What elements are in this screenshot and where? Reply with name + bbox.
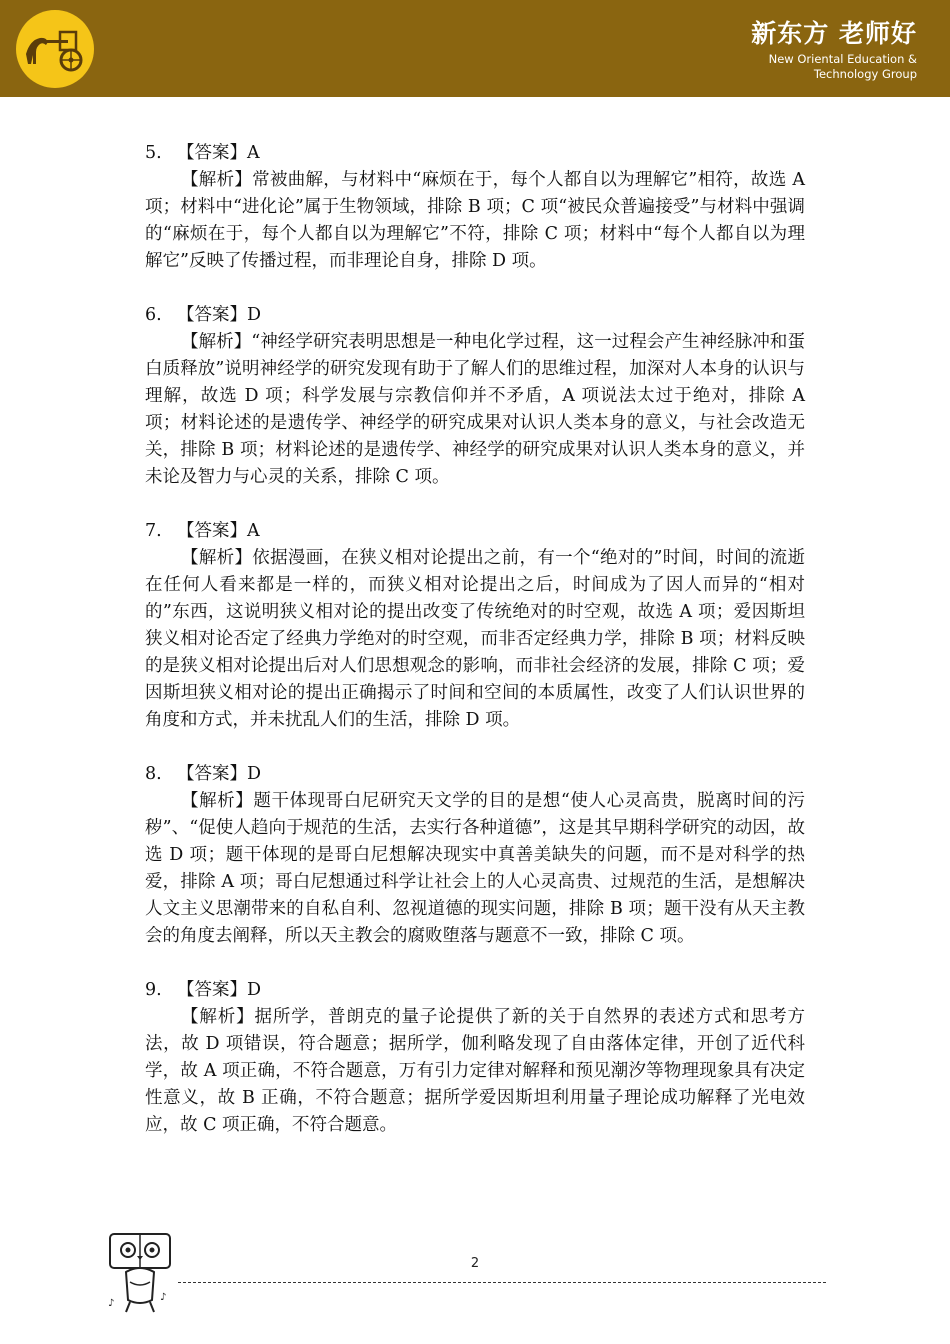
brand-name-english-line1: New Oriental Education & <box>768 52 917 66</box>
answer-value: A <box>247 143 260 163</box>
horse-carriage-icon <box>16 10 94 88</box>
answer-value: D <box>247 980 262 1000</box>
question-number: 8. <box>145 764 162 784</box>
answer-line <box>145 302 805 329</box>
question-8 <box>145 761 805 950</box>
footer-dashed-divider <box>178 1282 826 1283</box>
answer-label: 【答案】 <box>177 143 247 163</box>
answer-line <box>145 140 805 167</box>
answer-label: 【答案】 <box>177 521 247 541</box>
question-5 <box>145 140 805 275</box>
question-number: 9. <box>145 980 162 1000</box>
analysis-text: 【解析】题干体现哥白尼研究天文学的目的是想“使人心灵高贵，脱离时间的污秽”、“促使人趋向于规范的生活，去实行各种道德”，这是其早期科学研究的动因，故选 D 项；题干体现的是哥白尼想解决现实中真善美缺失的问题，而不是对科学的热爱，排除 A 项；哥白尼想通过科学让社会上的人心灵高贵、过规范的生活，是想解决人文主义思潮带来的自私自利、忽视道德的现实问题，排除 B 项；题干没有从天主教会的角度去阐释，所以天主教会的腐败堕落与题意不一致，排除 C 项。 <box>145 791 805 946</box>
answer-value: D <box>247 764 262 784</box>
owl-reading-mascot-icon <box>104 1232 176 1314</box>
answer-label: 【答案】 <box>177 764 247 784</box>
brand-name-english-line2: Technology Group <box>813 67 917 81</box>
question-9 <box>145 977 805 1139</box>
brand-name-chinese: 新东方 老师好 <box>751 19 917 48</box>
analysis-text: 【解析】据所学，普朗克的量子论提供了新的关于自然界的表述方式和思考方法，故 D 项错误，符合题意；据所学，伽利略发现了自由落体定律，开创了近代科学，故 A 项正确，不符合题意，万有引力定律对解释和预见潮汐等物理现象具有决定性意义，故 B 正确，不符合题意；据所学爱因斯坦利用量子理论成功解释了光电效应，故 C 项正确，不符合题意。 <box>145 1007 805 1135</box>
question-6 <box>145 302 805 491</box>
question-number: 5. <box>145 143 162 163</box>
answer-value: A <box>247 521 260 541</box>
answer-label: 【答案】 <box>177 980 247 1000</box>
answer-value: D <box>247 305 262 325</box>
analysis-text: 【解析】常被曲解，与材料中“麻烦在于，每个人都自以为理解它”相符，故选 A 项；材料中“进化论”属于生物领域，排除 B 项；C 项“被民众普遍接受”与材料中强调的“麻烦在于，每个人都自以为理解它”不符，排除 C 项；材料中“每个人都自以为理解它”反映了传播过程，而非理论自身，排除 D 项。 <box>145 170 805 271</box>
svg-text:♪: ♪ <box>108 1298 115 1309</box>
new-oriental-logo <box>16 10 94 88</box>
analysis-text: 【解析】“神经学研究表明思想是一种电化学过程，这一过程会产生神经脉冲和蛋白质释放”说明神经学的研究发现有助于了解人们的思维过程，加深对人本身的认识与理解，故选 D 项；科学发展与宗教信仰并不矛盾，A 项说法太过于绝对，排除 A 项；材料论述的是遗传学、神经学的研究成果对认识人类本身的意义，与社会改造无关，排除 B 项；材料论述的是遗传学、神经学的研究成果对认识人类本身的意义，并未论及智力与心灵的关系，排除 C 项。 <box>145 332 805 487</box>
brand-name-english <box>717 52 917 82</box>
question-number: 6. <box>145 305 162 325</box>
question-number: 7. <box>145 521 162 541</box>
page-header <box>0 0 950 97</box>
document-body <box>145 140 805 1166</box>
answer-line <box>145 977 805 1004</box>
question-7 <box>145 518 805 734</box>
svg-text:♪: ♪ <box>160 1292 167 1303</box>
page-number: 2 <box>470 1256 480 1271</box>
answer-line <box>145 518 805 545</box>
answer-line <box>145 761 805 788</box>
analysis-text: 【解析】依据漫画，在狭义相对论提出之前，有一个“绝对的”时间，时间的流逝在任何人看来都是一样的，而狭义相对论提出之后，时间成为了因人而异的“相对的”东西，这说明狭义相对论的提出改变了传统绝对的时空观，故选 A 项；爱因斯坦狭义相对论否定了经典力学绝对的时空观，而非否定经典力学，排除 B 项；材料反映的是狭义相对论提出后对人们思想观念的影响，而非社会经济的发展，排除 C 项；爱因斯坦狭义相对论的提出正确揭示了时间和空间的本质属性，改变了人们认识世界的角度和方式，并未扰乱人们的生活，排除 D 项。 <box>145 548 805 730</box>
answer-label: 【答案】 <box>177 305 247 325</box>
